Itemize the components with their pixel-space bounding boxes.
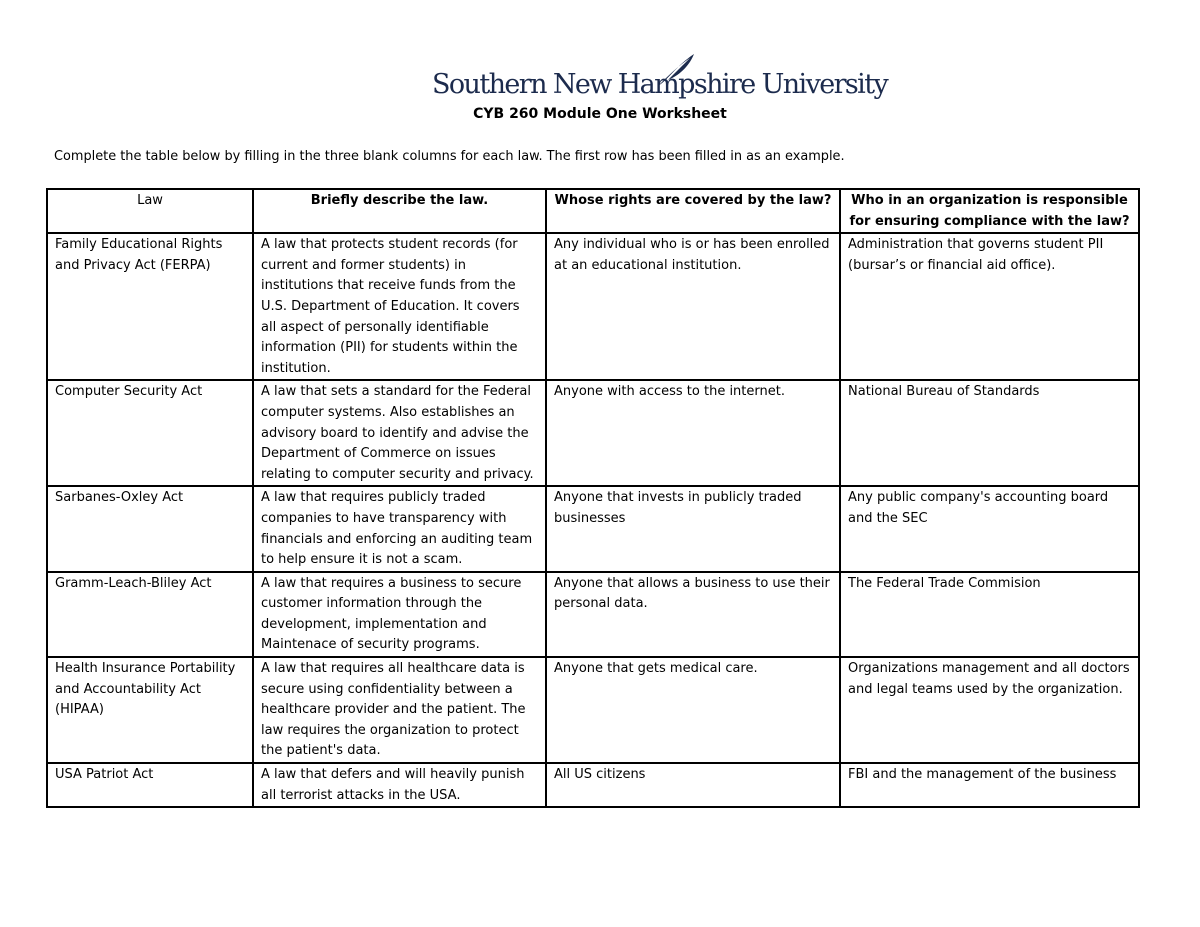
rights-cell: Any individual who is or has been enrolled at an educational institution. bbox=[546, 233, 840, 380]
instructions-text: Complete the table below by filling in the three blank columns for each law. The first row has been filled in as an example. bbox=[54, 149, 845, 164]
laws-table bbox=[46, 188, 1140, 808]
column-header-law: Law bbox=[47, 189, 253, 233]
table-row bbox=[47, 233, 1139, 380]
description-cell: A law that requires publicly traded companies to have transparency with financials and enforcing an auditing team to help ensure it is not a scam. bbox=[253, 486, 546, 571]
law-cell: USA Patriot Act bbox=[47, 763, 253, 807]
responsible-cell: Any public company's accounting board and the SEC bbox=[840, 486, 1139, 571]
table-row bbox=[47, 763, 1139, 807]
responsible-cell: The Federal Trade Commision bbox=[840, 572, 1139, 657]
table-row bbox=[47, 572, 1139, 657]
description-cell: A law that requires all healthcare data is secure using confidentiality between a healthcare provider and the patient. The law requires the organization to protect the patient's data. bbox=[253, 657, 546, 763]
description-cell: A law that defers and will heavily punish all terrorist attacks in the USA. bbox=[253, 763, 546, 807]
rights-cell: Anyone that invests in publicly traded businesses bbox=[546, 486, 840, 571]
description-cell: A law that sets a standard for the Federal computer systems. Also establishes an advisory board to identify and advise the Department of Commerce on issues relating to computer security and privacy. bbox=[253, 380, 546, 486]
table-row bbox=[47, 486, 1139, 571]
responsible-cell: FBI and the management of the business bbox=[840, 763, 1139, 807]
law-cell: Sarbanes-Oxley Act bbox=[47, 486, 253, 571]
rights-cell: All US citizens bbox=[546, 763, 840, 807]
page-title: CYB 260 Module One Worksheet bbox=[473, 106, 727, 122]
law-cell: Computer Security Act bbox=[47, 380, 253, 486]
responsible-cell: Administration that governs student PII (bursar’s or financial aid office). bbox=[840, 233, 1139, 380]
table-row bbox=[47, 380, 1139, 486]
column-header-description: Briefly describe the law. bbox=[253, 189, 546, 233]
law-cell: Family Educational Rights and Privacy Act (FERPA) bbox=[47, 233, 253, 380]
law-cell: Gramm-Leach-Bliley Act bbox=[47, 572, 253, 657]
table-row bbox=[47, 657, 1139, 763]
rights-cell: Anyone with access to the internet. bbox=[546, 380, 840, 486]
table-header-row bbox=[47, 189, 1139, 233]
column-header-rights: Whose rights are covered by the law? bbox=[546, 189, 840, 233]
description-cell: A law that protects student records (for current and former students) in institutions that receive funds from the U.S. Department of Education. It covers all aspect of personally identifiable information (PII) for students within the institution. bbox=[253, 233, 546, 380]
responsible-cell: National Bureau of Standards bbox=[840, 380, 1139, 486]
rights-cell: Anyone that allows a business to use their personal data. bbox=[546, 572, 840, 657]
logo-text: Southern New Hampshire University bbox=[432, 69, 888, 100]
rights-cell: Anyone that gets medical care. bbox=[546, 657, 840, 763]
responsible-cell: Organizations management and all doctors and legal teams used by the organization. bbox=[840, 657, 1139, 763]
description-cell: A law that requires a business to secure customer information through the development, implementation and Maintenace of security programs. bbox=[253, 572, 546, 657]
law-cell: Health Insurance Portability and Accountability Act (HIPAA) bbox=[47, 657, 253, 763]
column-header-responsible: Who in an organization is responsible for ensuring compliance with the law? bbox=[840, 189, 1139, 233]
university-logo bbox=[432, 50, 888, 108]
